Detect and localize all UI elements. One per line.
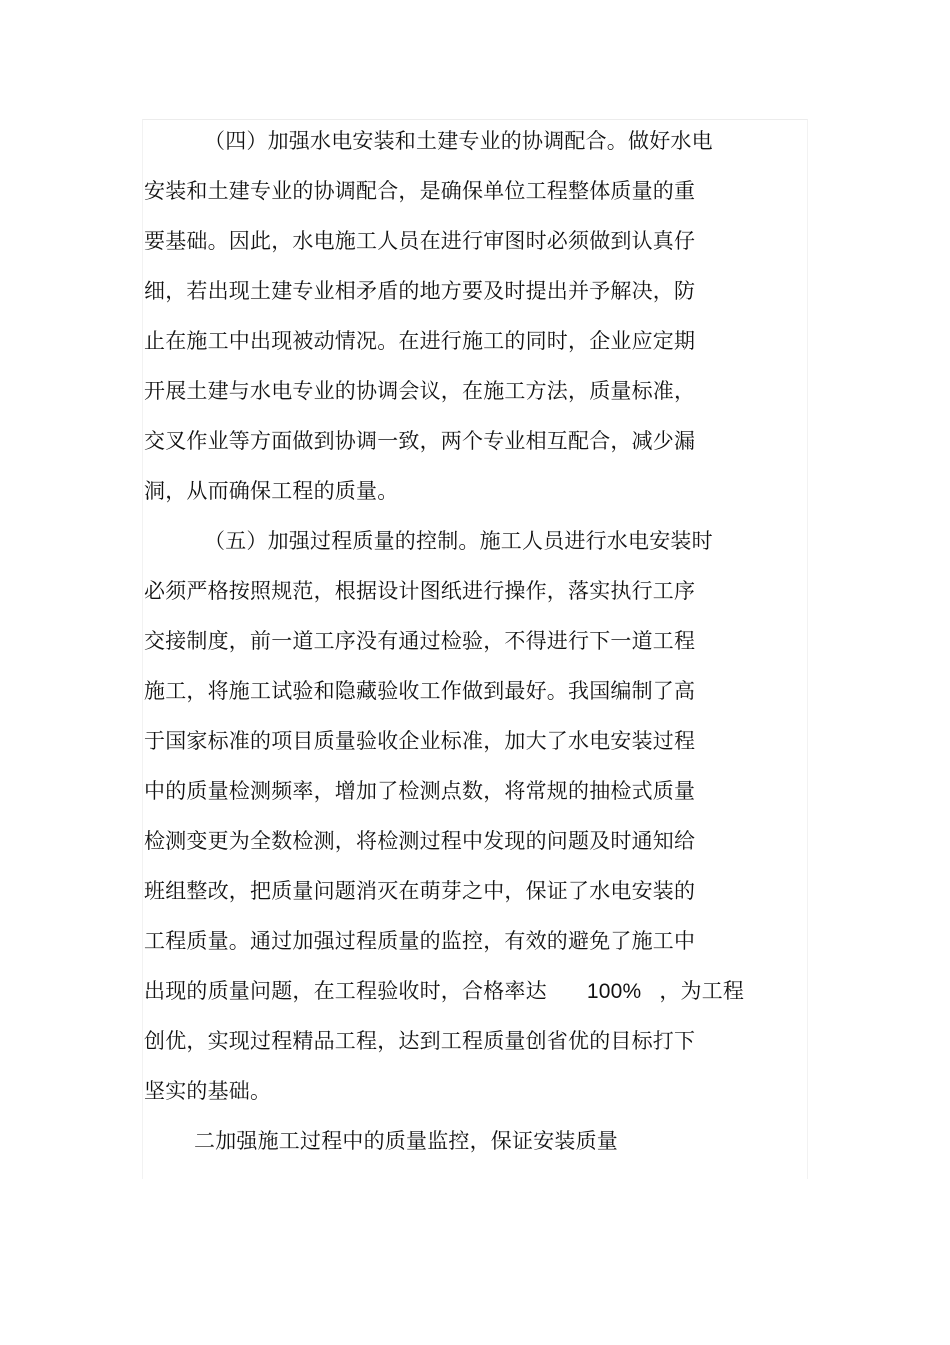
paragraph-4-line-5: 止在施工中出现被动情况。在进行施工的同时，企业应定期 <box>144 329 696 353</box>
paragraph-4-line-3: 要基础。因此，水电施工人员在进行审图时必须做到认真仔 <box>144 229 696 253</box>
paragraph-4-line-7: 交叉作业等方面做到协调一致，两个专业相互配合，减少漏 <box>144 429 696 453</box>
paragraph-5-line-4: 施工，将施工试验和隐藏验收工作做到最好。我国编制了高 <box>144 679 696 703</box>
paragraph-5-line-2: 必须严格按照规范，根据设计图纸进行操作，落实执行工序 <box>144 579 696 603</box>
pass-rate-suffix: ，为工程 <box>659 979 745 1003</box>
paragraph-4-line-4: 细，若出现土建专业相矛盾的地方要及时提出并予解决，防 <box>144 279 696 303</box>
paragraph-5-line-6: 中的质量检测频率，增加了检测点数，将常规的抽检式质量 <box>144 779 696 803</box>
paragraph-4-line-2: 安装和土建专业的协调配合，是确保单位工程整体质量的重 <box>144 179 696 203</box>
paragraph-4-line-8: 洞，从而确保工程的质量。 <box>144 479 399 503</box>
paragraph-5-line-10 <box>144 978 744 1005</box>
pass-rate-value: 100% <box>586 980 642 1003</box>
paragraph-4-line-1: （四）加强水电安装和土建专业的协调配合。做好水电 <box>204 129 713 153</box>
paragraph-5-line-11: 创优，实现过程精品工程，达到工程质量创省优的目标打下 <box>144 1029 696 1053</box>
section-heading: 二加强施工过程中的质量监控，保证安装质量 <box>194 1129 618 1153</box>
paragraph-5-line-7: 检测变更为全数检测，将检测过程中发现的问题及时通知给 <box>144 829 696 853</box>
paragraph-5-line-3: 交接制度，前一道工序没有通过检验，不得进行下一道工程 <box>144 629 696 653</box>
paragraph-4-line-6: 开展土建与水电专业的协调会议，在施工方法，质量标准， <box>144 379 696 403</box>
paragraph-5-line-9: 工程质量。通过加强过程质量的监控，有效的避免了施工中 <box>144 929 696 953</box>
paragraph-5-line-1: （五）加强过程质量的控制。施工人员进行水电安装时 <box>204 529 713 553</box>
paragraph-5-line-8: 班组整改，把质量问题消灭在萌芽之中，保证了水电安装的 <box>144 879 696 903</box>
paragraph-5-line-12: 坚实的基础。 <box>144 1079 272 1103</box>
pass-rate-prefix: 出现的质量问题，在工程验收时，合格率达 <box>144 979 547 1003</box>
paragraph-5-line-5: 于国家标准的项目质量验收企业标准，加大了水电安装过程 <box>144 729 696 753</box>
